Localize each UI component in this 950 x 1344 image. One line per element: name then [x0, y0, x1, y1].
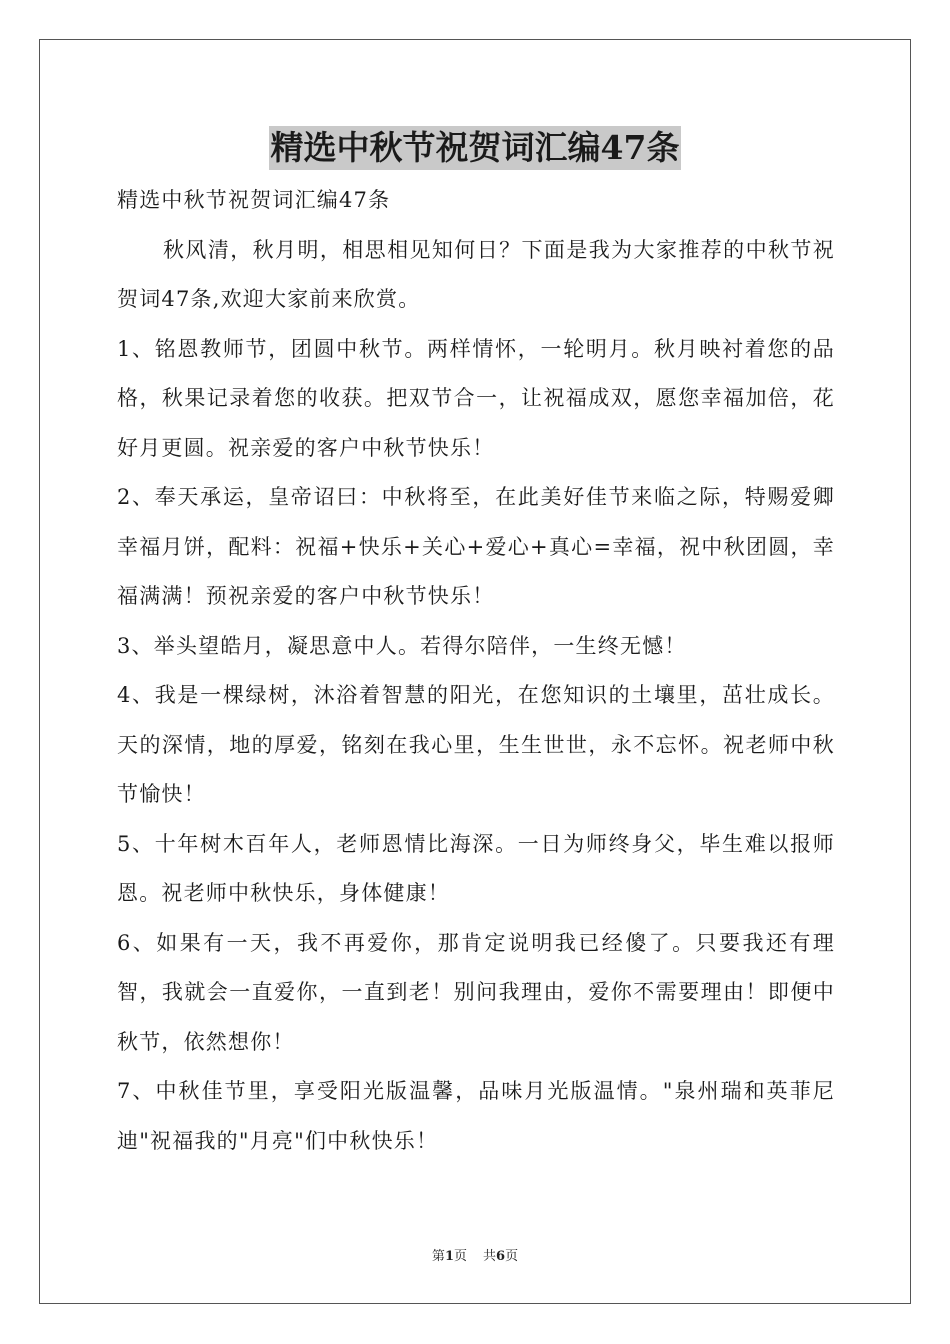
- wish-item-3: 3、举头望皓月，凝思意中人。若得尔陪伴，一生终无憾！: [117, 633, 687, 658]
- document-subtitle: 精选中秋节祝贺词汇编47条: [117, 188, 391, 212]
- wish-item-4: 4、我是一棵绿树，沐浴着智慧的阳光，在您知识的土壤里，茁壮成长。天的深情，地的厚爱，铭刻在我心里，生生世世，永不忘怀。祝老师中秋节愉快！: [117, 683, 835, 806]
- document-title: 精选中秋节祝贺词汇编47条: [269, 126, 682, 170]
- wish-item-7: 7、中秋佳节里，享受阳光版温馨，品味月光版温情。"泉州瑞和英菲尼迪"祝福我的"月亮"们中秋快乐！: [117, 1079, 835, 1153]
- page-number: 第1页: [431, 1249, 467, 1264]
- wish-item-6: 6、如果有一天，我不再爱你，那肯定说明我已经傻了。只要我还有理智，我就会一直爱你，一直到老！别问我理由，爱你不需要理由！即便中秋节，依然想你！: [117, 930, 835, 1054]
- document-body: [117, 176, 835, 1166]
- page-footer: [0, 1248, 950, 1266]
- page-total: 共6页: [483, 1249, 519, 1264]
- wish-item-2: 2、奉天承运，皇帝诏曰：中秋将至，在此美好佳节来临之际，特赐爱卿幸福月饼，配料：祝福+快乐+关心+爱心+真心=幸福，祝中秋团圆，幸福满满！预祝亲爱的客户中秋节快乐！: [117, 485, 835, 608]
- wish-item-1: 1、铭恩教师节，团圆中秋节。两样情怀，一轮明月。秋月映衬着您的品格，秋果记录着您的收获。把双节合一，让祝福成双，愿您幸福加倍，花好月更圆。祝亲爱的客户中秋节快乐！: [117, 336, 835, 460]
- intro-paragraph: 秋风清，秋月明，相思相见知何日？下面是我为大家推荐的中秋节祝贺词47条,欢迎大家前来欣赏。: [117, 237, 835, 311]
- title-container: [0, 126, 950, 170]
- wish-item-5: 5、十年树木百年人，老师恩情比海深。一日为师终身父，毕生难以报师恩。祝老师中秋快乐，身体健康！: [117, 831, 835, 905]
